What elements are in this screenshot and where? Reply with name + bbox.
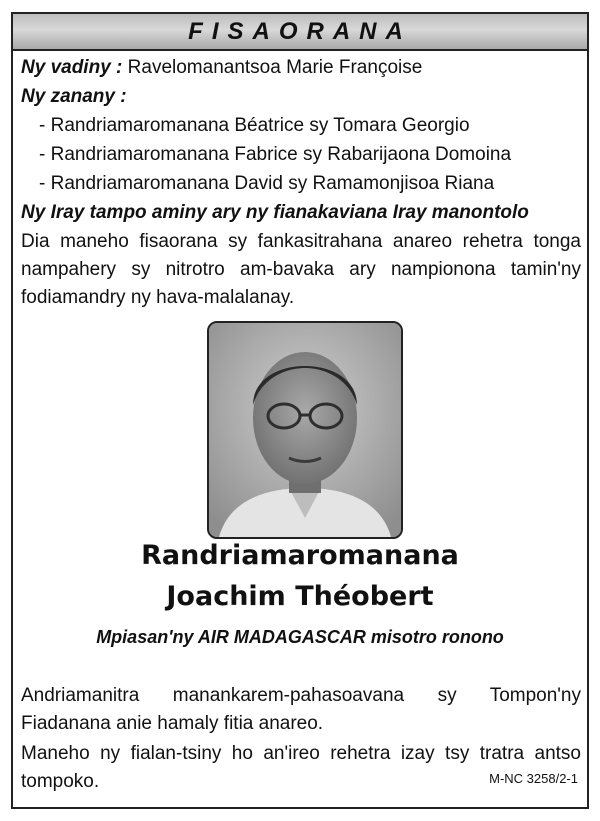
closing-paragraph-1: Andriamanitra manankarem-pahasoavana sy Tompon'ny Fiadanana anie hamaly fitia anareo. bbox=[21, 685, 581, 734]
children-label: Ny zanany : bbox=[21, 86, 127, 107]
family-heading: Ny Iray tampo aminy ary ny fianakaviana Iray manontolo bbox=[21, 202, 529, 223]
spouse-label: Ny vadiny : bbox=[21, 57, 123, 78]
spouse-name: Ravelomanantsoa Marie Françoise bbox=[127, 57, 423, 78]
deceased-name-line2: Joachim Théobert bbox=[166, 581, 434, 612]
closing-paragraph-2: Maneho ny fialan-tsiny ho an'ireo rehetra izay tsy tratra antso tompoko. bbox=[21, 743, 581, 792]
child-item-2: - Randriamaromanana Fabrice sy Rabarijaona Domoina bbox=[39, 144, 512, 165]
child-item-1: - Randriamaromanana Béatrice sy Tomara Georgio bbox=[39, 115, 470, 136]
child-item-3: - Randriamaromanana David sy Ramamonjisoa Riana bbox=[39, 173, 495, 194]
deceased-subtitle: Mpiasan'ny AIR MADAGASCAR misotro ronono bbox=[96, 627, 504, 647]
header-banner bbox=[13, 14, 587, 51]
reference-code: M-NC 3258/2-1 bbox=[489, 771, 578, 786]
notice-title: FISAORANA bbox=[188, 17, 412, 45]
deceased-name-line1: Randriamaromanana bbox=[141, 540, 459, 571]
spouse-line bbox=[21, 57, 422, 79]
portrait-image bbox=[209, 323, 401, 537]
portrait-photo bbox=[207, 321, 403, 539]
notice-frame bbox=[11, 12, 589, 809]
thanks-paragraph: Dia maneho fisaorana sy fankasitrahana anareo rehetra tonga nampahery sy nitrotro am-bavaka ary nampionona tamin'ny fodiamandry ny hava-malalanay. bbox=[21, 231, 581, 308]
